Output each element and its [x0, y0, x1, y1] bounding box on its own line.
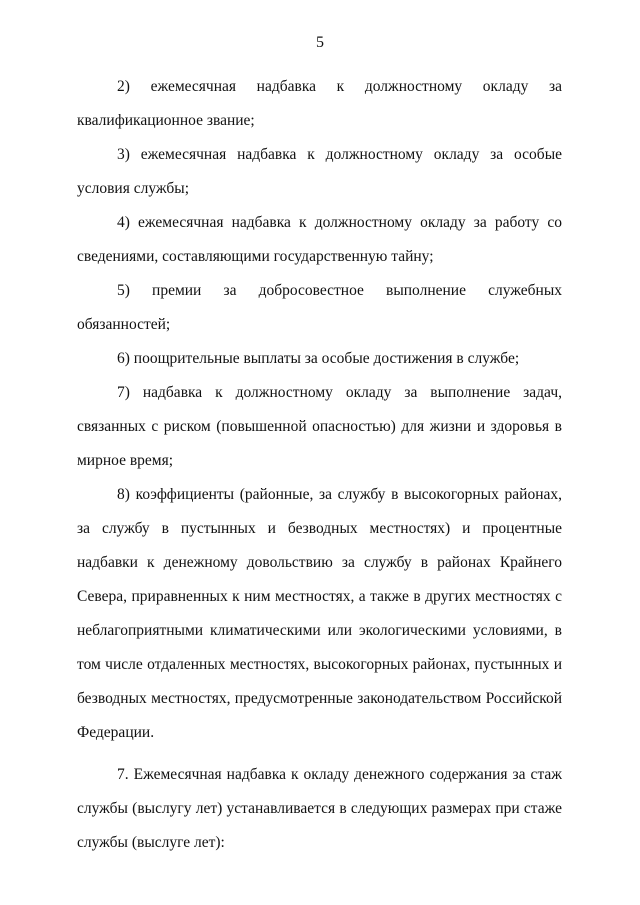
list-item-monthly-allowance-special-conditions: 3) ежемесячная надбавка к должностному окладу за особые условия службы; [77, 146, 562, 197]
list-item-incentive-payments: 6) поощрительные выплаты за особые достижения в службе; [117, 350, 520, 367]
section-7-paragraph: 7. Ежемесячная надбавка к окладу денежного содержания за стаж службы (выслугу лет) устанавливается в следующих размерах при стаже службы (выслуге лет): [77, 766, 562, 851]
document-body [77, 70, 562, 860]
list-item-regional-coefficients: 8) коэффициенты (районные, за службу в высокогорных районах, за службу в пустынных и безводных местностях) и процентные надбавки к денежному довольствию за службу в районах Крайнего Севера, приравненных к ним местностях, а также в других местностях с неблагоприятными климатическими или экологическими условиями, в том числе отдаленных местностях, высокогорных районах, пустынных и безводных местностях, предусмотренные законодательством Российской Федерации. [77, 486, 562, 741]
list-item-risk-allowance: 7) надбавка к должностному окладу за выполнение задач, связанных с риском (повышенной опасностью) для жизни и здоровья в мирное время; [77, 384, 562, 469]
list-item-monthly-allowance-state-secret: 4) ежемесячная надбавка к должностному окладу за работу со сведениями, составляющими государственную тайну; [77, 214, 562, 265]
page-number: 5 [316, 34, 324, 51]
list-item-monthly-allowance-qualification: 2) ежемесячная надбавка к должностному окладу за квалификационное звание; [77, 78, 562, 129]
list-item-bonuses: 5) премии за добросовестное выполнение служебных обязанностей; [77, 282, 562, 333]
